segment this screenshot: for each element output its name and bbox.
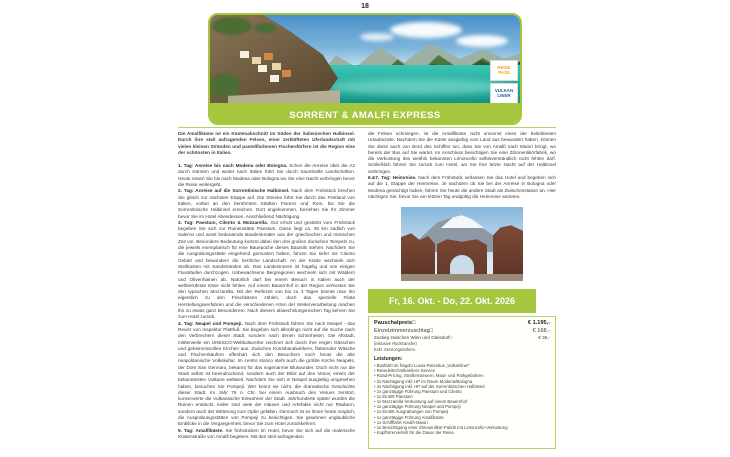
ruin-wall-right [493,225,523,281]
right-column [368,131,556,449]
leistung-item: • 1x Eintritt Paestum [374,394,550,399]
day-6-7-paragraph [368,175,556,200]
vegetation [210,73,240,99]
day-4-text: Nach dem Frühstück fahren Sie nach Neapel - das Revier von Inspektor Plattfuß. Sie begeben sich allerdings nicht auf die Suche nach den Verbrechern dieser Stadt, sondern nach denen Schönheiten. Die Altstadt, mittlerweile ein UNESCO-Weltkulturerbe zeichnet sich durch ihre engen Gässchen und geheimnisvollen Kirchen aus. Zwischen Kunsthandwerkern, flatternder Wäsche und Fischverkäufern offenbart sich den Besuchern noch heute die alte neapolitanische Volkskultur. Im centro storico steht auch die größte Kirche Neapels, der Dom San Gennaro, bekannt für das sogenannte Blutwunder. Doch nicht nur die Stadt selbst ist beeindruckend, sondern auch der Blick auf den Vesuv, einem der bekanntesten Vulkane weltweit. Nachdem Sie sich in Neapel ausgiebig umgesehen haben, besuchen Sie Pompeji. Wer kennt sie nicht, die dramatische Geschichte dieser Stadt. Im Jahr 79 n. Chr. bei einem Ausbruch des Vesuvs zerstört, konservierte die Vulkanasche Einwohner der Stadt. Jahrhunderte später wurden die Ruinen entdeckt, leider sind viele der Häuser und Artefakte nicht nur Räubern, sondern auch der Witterung zum Opfer gefallen. Dennoch ist es ihnen heute möglich, die Ausgrabungsstätten von Pompeji zu besichtigen. Sie gewinnen unglaubliche Einblicke in die Vergangenheit, bevor Sie zum Hotel zurückkehren. [178,320,355,427]
day-5-text: Sie frühstücken im Hotel, bevor Sie sich auf die malerische Küstenstraße von Amalfi begeben. Mit den steil aufragenden [178,427,355,439]
note-servicegebuehren: Exkl. Servicegebühren. [374,346,417,352]
leistung-item: • 2x Nächtigung inkl. HP im Raum Modena/Bologna [374,379,550,384]
leistung-item: • 1x Mozzarella-Verkostung auf einem Bauernhof [374,399,550,404]
price-row-pauschalpreis [374,320,550,328]
pompeii-vesuvius-photo [401,207,523,281]
price-label: Pauschalpreis□ [374,320,416,327]
village-house [252,57,261,64]
price-value: € 35,- [538,335,550,341]
ground [401,274,523,281]
amalfi-coast-photo [210,15,520,103]
leistung-item: • Reiseleiter/Vulkanliner-Service [374,368,550,373]
cloud-shape [390,22,462,38]
village-house [272,63,281,70]
village-house [282,70,291,77]
vegetation [254,23,276,33]
vulkanliner-logo [490,83,518,103]
day-3-text: Gut erholt und gestärkt vom Frühstück begeben Sie sich zur Ruinenstätte Paestum. Diese liegt ca. 35 km südlich von Salerno und weist bedeutende Baudenkmäler aus der griechischen und römischen Zeit vor. Besondere Bedeutung kommt dabei den drei großen dorischen Tempeln zu, die jeweils exemplarisch für eine Bauepoche dieses Baustils stehen. Nachdem Sie die Ausgrabungsstätte eingehend gemustert haben, fahren Sie tiefer ins Cilento Gebiet und bewundern die herrliche Landschaft. An der Küste wechseln sich Steilküsten mit Sandstränden ab. Das Landesinnere ist hügelig und von einigen Flussläufen durchzogen. Unbewachsene Bergregionen wechseln sich mit Wäldern und Olivenhainen ab. Natürlich darf bei einem Besuch in Italien auch der weltberühmte Käse nicht fehlen. Auf einem Bauernhof in der Region verkosten Sie den typischen Mozzarella. Mit der Reifezeit von bis zu 3 Tagen könnte man ihn eigentlich zu den Frischkäsen zählen, doch das spezielle Filata Herstellungsverfahren und die verschiedenen Arten der Weiterverarbeitung machen ihn zu etwas ganz Besonderem. Nach diesem abwechslungsreichen Tag kehren Sie zum Hotel zurück. [178,219,355,320]
leistung-item: • Busfahrt im fragolo Luxus-Reisebus „Vulkanliner“ [374,363,550,368]
leistung-item: • Road-Pricing, Straßensteuern, Maut- und Parkgebühren [374,373,550,378]
divider-line [178,127,556,128]
day-2-text: Nach dem Frühstück brechen Sie gleich zur nächsten Etappe auf. Die Strecke führt Sie durch das Festland von Italien, vorbei an den berühmten Städten Florenz und Rom, bis Sie die Sorrentinische Halbinsel erreichen. Dort angekommen, beziehen Sie Ihr Zimmer bevor Sie im Hotel Abendessen. Anschließend Nächtigung. [178,188,355,219]
day-5-continued-paragraph [368,131,556,175]
day-4-paragraph [178,321,355,428]
village-house [258,65,267,72]
day-2-heading: 2. Tag: Anreise auf die Sorrentinische Halbinsel. [178,188,290,194]
price-value: € 168,- [532,327,550,334]
day-2-paragraph [178,188,355,219]
day-1-text: Schon die Anreise über die A2 durch Kärnten und weiter nach Italien führt Sie durch traumhafte Landschaften. Heute reisen Sie bis nach Modena oder Bologna wo Sie eine Nacht verbringen bevor die Reise weitergeht. [178,163,355,188]
village-house [264,53,273,60]
day-5-heading: 5. Tag: Amalfiküste. [178,427,224,433]
day-3-heading: 3. Tag: Paestum, Cilento & Mozzarella. [178,219,269,225]
leistungen-heading: Leistungen: [374,356,403,363]
leistung-item: • 1x Besichtigung einer Zitronenlikör-Fabrik mit Limoncello-Verkostung [374,425,550,430]
price-box [368,316,556,449]
reisepass-logo-line1: REISE [497,64,511,70]
leistungen-list [374,363,550,435]
leistung-item: • 1x Eintritt Ausgrabungen von Pompeji [374,409,550,414]
tour-title: SORRENT & AMALFI EXPRESS [210,103,520,125]
vegetation [212,17,252,35]
day-6-7-text: Nach dem Frühstück verlassen Sie das Hotel und begeben sich auf die 1. Etappe der Heimreise. Je nachdem ob Sie bei der Anreise in Bologna oder Modena genächtigt haben, fahren Sie heute die andere Stadt als Zwischenstation an. Hier nächtigen Sie, bevor Sie am letzten Tag endgültig die Heimreise antreten. [368,175,556,199]
leistung-item: • 1x ganztägige Führung Neapel und Pompeji [374,404,550,409]
price-row-einzelzimmer [374,328,550,336]
price-value: € 1.195,- [527,320,550,327]
reisepass-logo-line2: PASS [498,69,510,75]
leistung-item: • 1x ganztägige Führung Amalfiküste [374,415,550,420]
cloud-shape [456,35,508,47]
day-5-continued-text: die Felsen schmiegen, ist die Amalfiküste nicht umsonst eines der beliebtesten Urlaubsziele. Nachdem Sie die Küste ausgiebig vom Land aus bewundert haben, können Sie diese auch von Bord des Schiffes tun, dass Sie von Amalfi nach Maiori bringt, wo bereits der Bus auf Sie wartet. Im Anschluss besichtigen Sie eine Zitronenlikörfabrik, wo die Verkostung des weithin bekannten Limoncello selbstverständlich nicht fehlen darf. Schließlich fahren Sie zurück zum Hotel, wo Sie Ihre letzte Nacht auf der Halbinsel verbringen. [368,131,556,174]
cloud-shape [360,33,394,41]
vulkanliner-logo-line2: LINER [497,92,511,98]
price-label: Zustieg zwischen Wien und Gleisdorf□ [374,335,453,341]
leistung-item: • 4x Nächtigung inkl. HP auf der Sorrentinischen Halbinsel [374,384,550,389]
village-house [240,51,249,58]
reisepass-logo [490,60,518,81]
sea-highlight [325,79,510,95]
note-ruecktransfer: (inklusive Rücktransfer) [374,341,417,347]
day-5-paragraph [178,428,355,441]
day-6-7-heading: 6.&7. Tag: Heimreise. [368,175,417,181]
price-label: Einzelzimmerzuschlag□ [374,327,434,334]
vulkanliner-logo-line1: VULKAN [494,87,514,93]
village-house [270,75,279,82]
page-number: 18 [361,3,369,10]
leistung-item: • 1x ganztägige Führung Paestum und Cilento [374,389,550,394]
day-1-heading: 1. Tag: Anreise bis nach Modena oder Bologna. [178,163,288,169]
day-1-paragraph [178,163,355,188]
day-3-paragraph [178,220,355,321]
travel-dates-banner: Fr, 16. Okt. - Do, 22. Okt. 2026 [368,289,536,313]
day-4-heading: 4. Tag: Neapel und Pompeji. [178,320,243,326]
hero-card [208,13,522,125]
leistung-item: • Kopfhörerverleih für die Dauer der Reise [374,430,550,435]
leistung-item: • 1x Schifffahrt Amalfi-Maiori [374,420,550,425]
left-column [178,131,355,440]
intro-paragraph: Die Amalfiküste ist ein Küstenabschnitt im Süden der italienischen Halbinsel. Durch ihre steil aufragenden Felsen, einer zerklüfteten Uferlandschaft mit vielen kleinen Stränden und pastellfarbenen Fischerdörfern ist die Region eine der schönsten in Italien. [178,131,355,155]
